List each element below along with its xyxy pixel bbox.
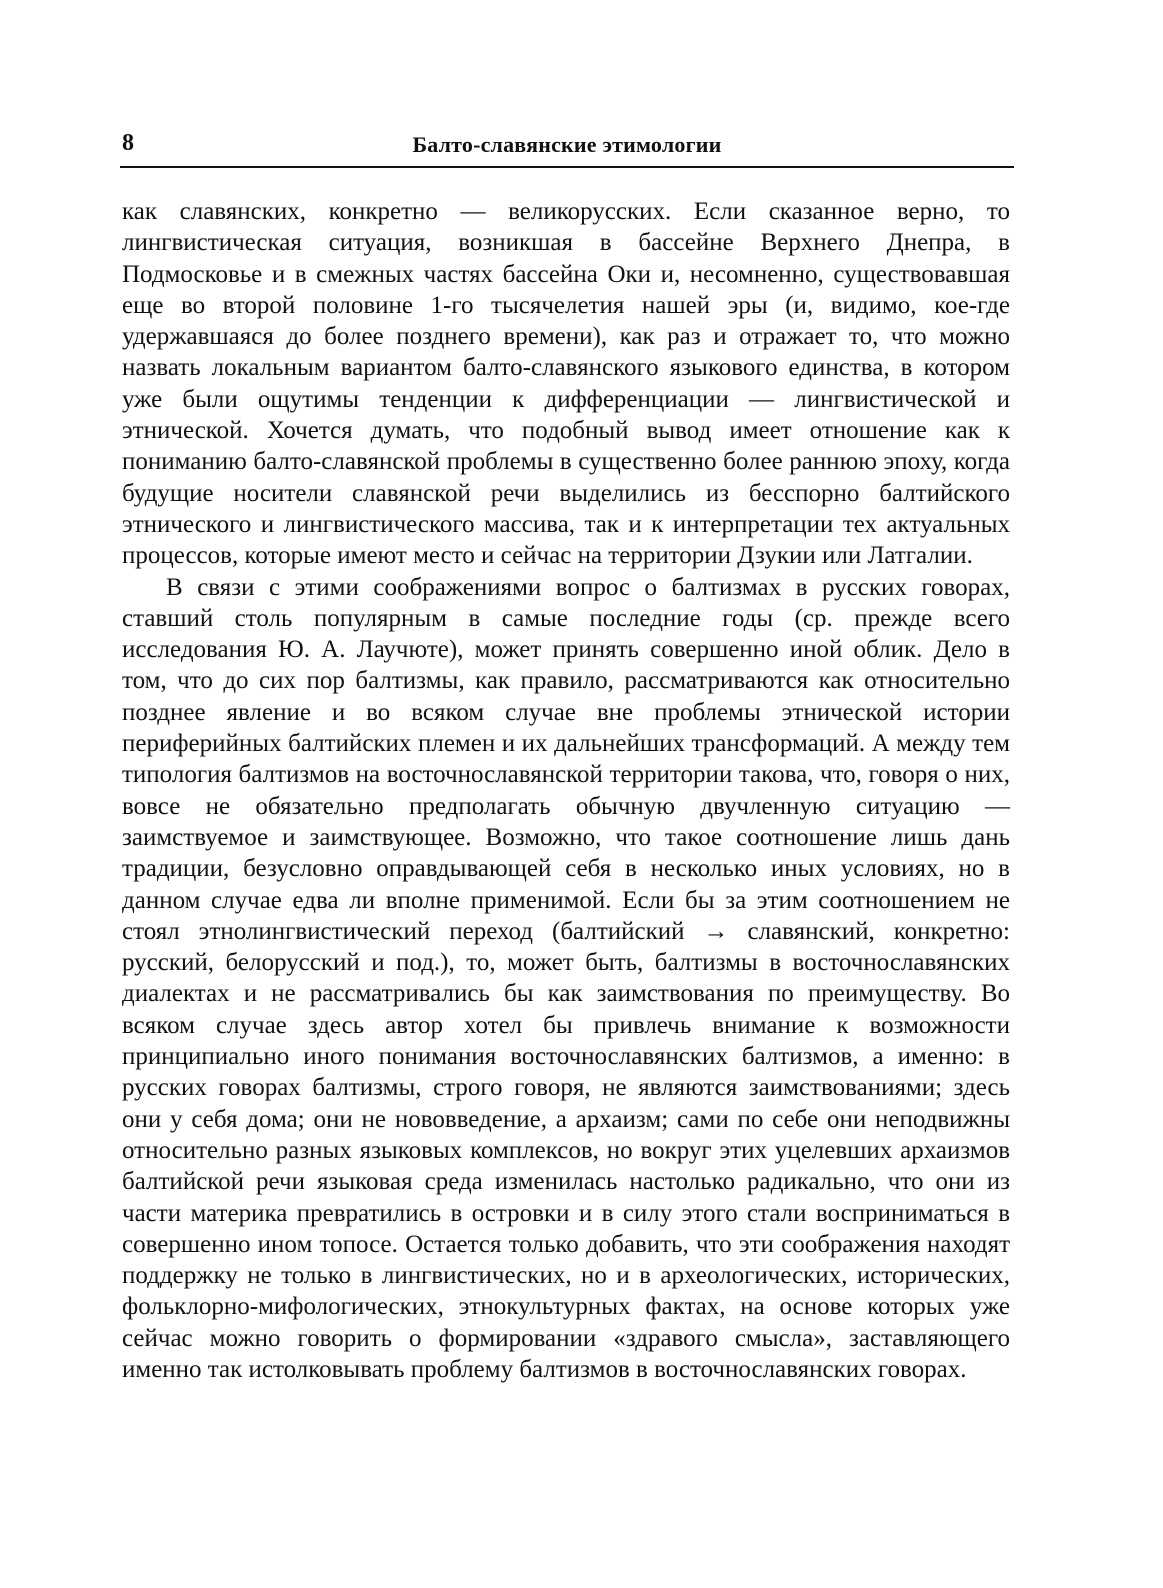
body-text [122, 196, 1010, 1385]
paragraph: В связи с этими соображениями вопрос о балтизмах в русских говорах, ставший столь популярным в самые последние годы (ср. прежде всего исследования Ю. А. Лаучюте), может принять совершенно иной облик. Дело в том, что до сих пор балтизмы, как правило, рассматриваются как относительно позднее явление и во всяком случае вне проблемы этнической истории периферийных балтийских племен и их дальнейших трансформаций. А между тем типология балтизмов на восточнославянской территории такова, что, говоря о них, вовсе не обязательно предполагать обычную двучленную ситуацию — заимствуемое и заимствующее. Возможно, что такое соотношение лишь дань традиции, безусловно оправдывающей себя в несколько иных условиях, но в данном случае едва ли вполне применимой. Если бы за этим соотношением не стоял этнолингвистический переход (балтийский → славянский, конкретно: русский, белорусский и под.), то, может быть, балтизмы в восточнославянских диалектах и не рассматривались бы как заимствования по преимуществу. Во всяком случае здесь автор хотел бы привлечь внимание к возможности принципиально иного понимания восточнославянских балтизмов, а именно: в русских говорах балтизмы, строго говоря, не являются заимствованиями; здесь они у себя дома; они не нововведение, а архаизм; сами по себе они неподвижны относительно разных языковых комплексов, но вокруг этих уцелевших архаизмов балтийской речи языковая среда изменилась настолько радикально, что они из части материка превратились в островки и в силу этого стали восприниматься в совершенно ином топосе. Остается только добавить, что эти соображения находят поддержку не только в лингвистических, но и в археологических, исторических, фольклорно-мифологических, этнокультурных фактах, на основе которых уже сейчас можно говорить о формировании «здравого смысла», заставляющего именно так истолковывать проблему балтизмов в восточнославянских говорах. [122, 573, 1010, 1383]
page-number: 8 [122, 130, 134, 156]
page-header [120, 128, 1014, 168]
header-rule [120, 166, 1014, 168]
running-title: Балто-славянские этимологии [412, 132, 722, 157]
paragraph-continuation: как славянских, конкретно — великорусских. Если сказанное верно, то лингвистическая ситуация, возникшая в бассейне Верхнего Днепра, в Подмосковье и в смежных частях бассейна Оки и, несомненно, существовавшая еще во второй половине 1-го тысячелетия нашей эры (и, видимо, кое-где удержавшаяся до более позднего времени), как раз и отражает то, что можно назвать локальным вариантом балто-славянского языкового единства, в котором уже были ощутимы тенденции к дифференциации — лингвистической и этнической. Хочется думать, что подобный вывод имеет отношение как к пониманию балто-славянской проблемы в существенно более раннюю эпоху, когда будущие носители славянской речи выделились из бесспорно балтийского этнического и лингвистического массива, так и к интерпретации тех актуальных процессов, которые имеют место и сейчас на территории Дзукии или Латгалии. [122, 198, 1010, 570]
